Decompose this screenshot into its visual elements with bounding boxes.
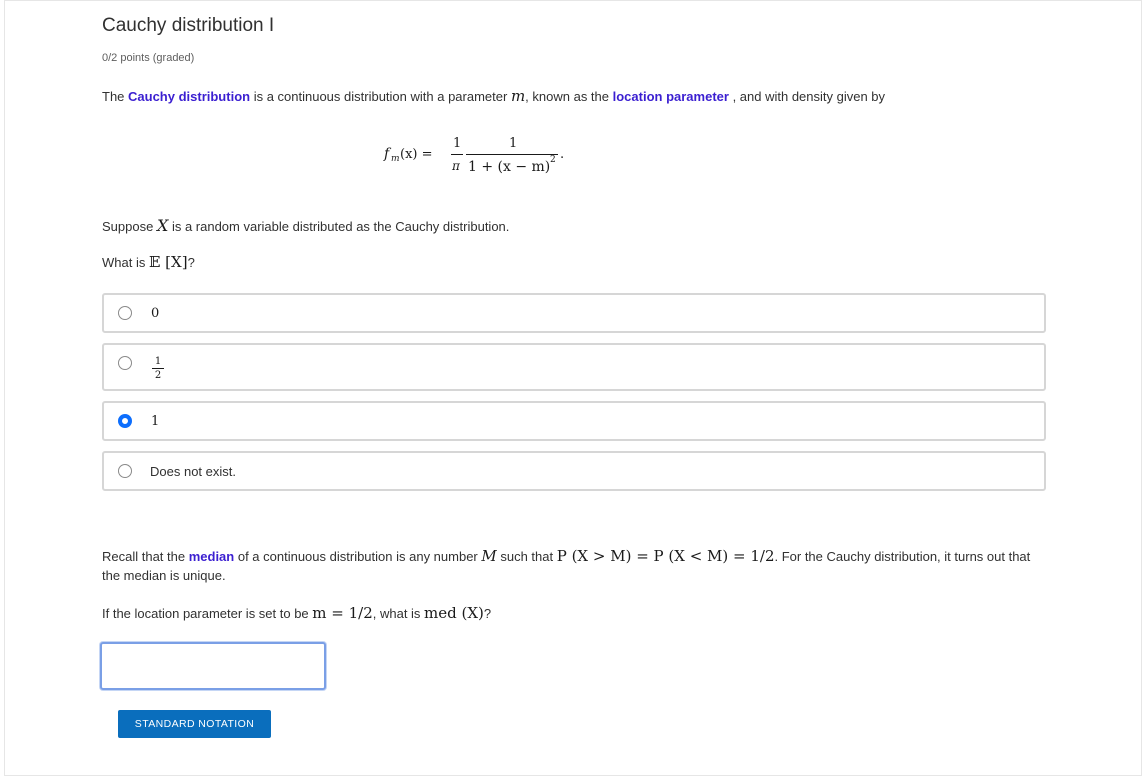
choice-label: 1 [151,414,160,429]
intro-text: , known as the [525,89,613,104]
radio-button[interactable] [118,356,132,370]
median-expression: med (X) [424,604,484,622]
points-status: 0/2 points (graded) [102,52,195,64]
intro-text: The [102,89,129,104]
choice-option-1[interactable] [102,343,1046,391]
median-condition: P (X > M) = P (X < M) = 1/2 [556,547,775,565]
choice-option-0[interactable] [102,293,1046,333]
choice-option-2[interactable] [102,401,1046,441]
median-variable: M [481,547,497,565]
intro-text: , and with density given by [728,89,886,104]
median-paragraph [102,547,1046,585]
formula-num-1: 1 [453,136,462,151]
formula-den-2: 1 + (x − m) [468,159,551,175]
question-1 [102,253,195,271]
radio-button[interactable] [118,306,132,320]
radio-button-selected[interactable] [118,414,132,428]
question-1-text: ? [187,255,195,270]
location-value: m = 1/2 [312,604,373,622]
formula-f: f [384,146,390,162]
intro-paragraph [102,87,885,105]
median-link[interactable]: median [188,549,235,564]
formula-exponent: 2 [550,155,556,165]
standard-notation-button[interactable]: STANDARD NOTATION [118,710,271,738]
choice-label: 0 [151,306,160,321]
choice-option-3[interactable] [102,451,1046,491]
fraction-bar-1 [451,154,463,155]
suppose-text: Suppose [102,219,157,234]
problem-title: Cauchy distribution I [102,15,275,36]
intro-text: is a continuous distribution with a parameter [250,89,511,104]
question-2 [102,604,491,622]
random-variable: X [156,216,169,235]
choice-fraction [152,356,164,381]
question-1-text: What is [102,255,149,270]
answer-input[interactable] [100,642,326,690]
formula-subscript: m [391,154,400,164]
median-text: such that [496,549,557,564]
question-2-text: , what is [372,606,425,621]
median-text: . For the Cauchy distribution, it turns out that the median is unique. [102,549,1031,583]
question-2-text: If the location parameter is set to be [102,606,313,621]
suppose-text: is a random variable distributed as the Cauchy distribution. [168,219,510,234]
fraction-numerator: 1 [154,356,162,367]
question-2-text: ? [483,606,492,621]
formula-den-pi: π [452,159,460,173]
formula-arg: (x) = [400,147,433,162]
cauchy-distribution-link[interactable]: Cauchy distribution [128,89,251,104]
expectation-expression: 𝔼 [X] [148,253,188,271]
radio-button[interactable] [118,464,132,478]
density-formula [382,132,582,184]
suppose-paragraph [102,216,509,235]
formula-period: . [560,147,565,162]
parameter-variable: m [510,87,526,105]
choice-label: Does not exist. [150,464,236,479]
median-text: of a continuous distribution is any number [234,549,482,564]
formula-num-2: 1 [509,136,518,151]
median-text: Recall that the [102,549,189,564]
fraction-bar [152,368,164,369]
location-parameter-link[interactable]: location parameter [612,89,729,104]
fraction-denominator: 2 [154,370,162,381]
fraction-bar-2 [466,154,558,155]
